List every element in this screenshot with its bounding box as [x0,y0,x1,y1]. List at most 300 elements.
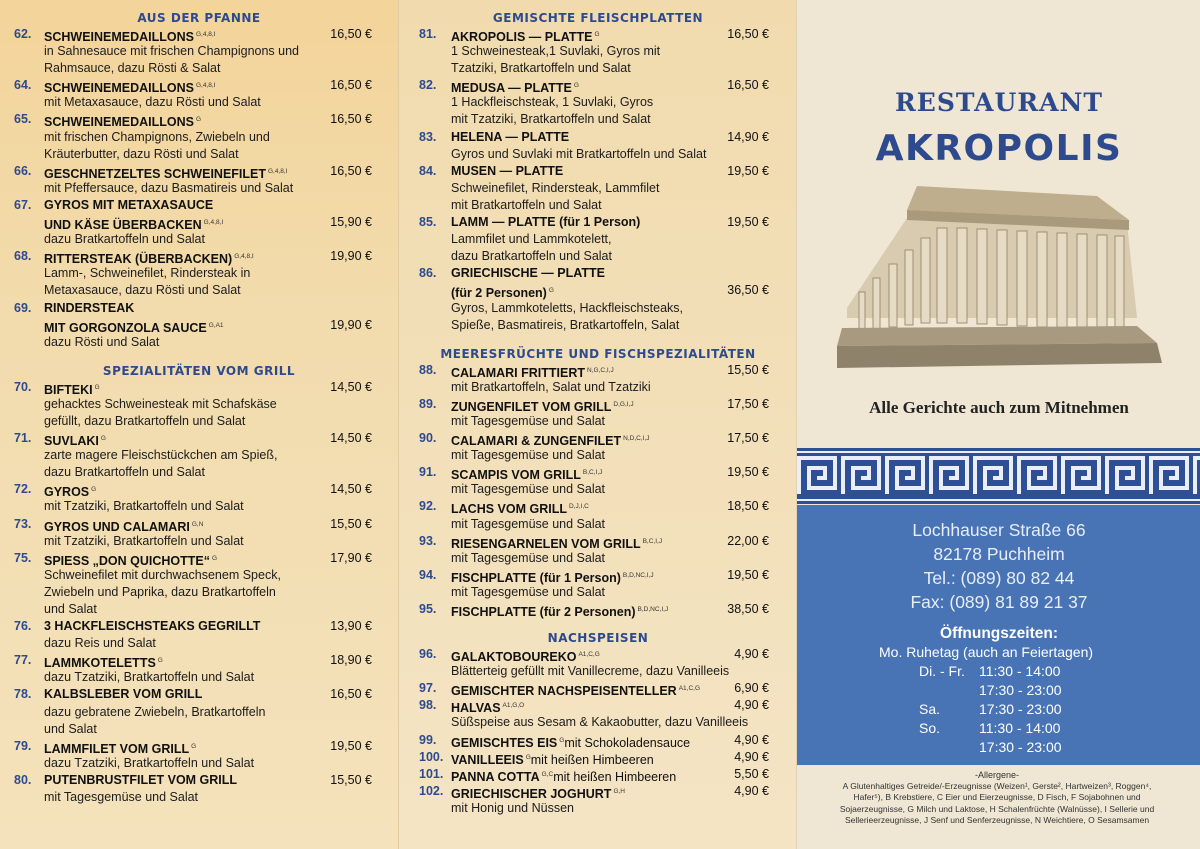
menu-item-line [0,146,398,163]
item-number: 102. [419,783,444,798]
item-number: 100. [419,749,444,764]
dish-price: 4,90 € [734,698,769,713]
dish-description: mit Tagesgemüse und Salat [451,516,606,531]
allergen-codes: B,C,I,J [642,537,663,545]
menu-item-line [399,680,797,697]
dish-price: 15,50 € [727,362,769,377]
menu-item-line [399,379,797,396]
allergen-codes: A1,C,G [578,651,600,659]
dish-price: 15,50 € [330,516,372,531]
dish-name-text: FISCHPLATTE (für 1 Person) [451,570,621,585]
item-number: 93. [419,533,437,548]
menu-item [0,77,398,111]
dish-price: 13,90 € [330,619,372,634]
allergen-codes: D,J,I,C [568,503,589,511]
dish-name [451,129,569,146]
menu-item-line [399,516,797,533]
menu-item [399,567,797,601]
allergen-codes: N,D,C,I,J [623,435,650,443]
menu-item-line [0,533,398,550]
dish-name-text: GALAKTOBOUREKO [451,650,577,665]
dish-name-text: LACHS VOM GRILL [451,502,567,517]
menu-item-line [399,697,797,714]
dish-name-text: RIESENGARNELEN VOM GRILL [451,536,641,551]
dish-description: mit Tagesgemüse und Salat [451,584,606,599]
opening-day: Di. - Fr. [919,663,965,679]
menu-item-line [399,567,797,584]
menu-item-line [0,584,398,601]
dish-name-text: SCAMPIS VOM GRILL [451,468,581,483]
item-number: 97. [419,681,437,696]
menu-item-line [0,197,398,214]
dish-name-text: PUTENBRUSTFILET VOM GRILL [44,772,238,787]
menu-item [0,197,398,248]
allergen-codes: B,D,NC,I,J [637,606,669,613]
dish-name-text: SCHWEINEMEDAILLONS [44,81,194,96]
allergen-codes: G [594,31,600,38]
item-number: 70. [14,379,32,394]
item-number: 78. [14,687,32,702]
dish-price: 16,50 € [330,687,372,702]
dish-name-text: ZUNGENFILET VOM GRILL [451,400,612,415]
dish-description: mit Tagesgemüse und Salat [451,482,606,497]
menu-item-line [399,430,797,447]
phone-number: Tel.: (089) 80 82 44 [923,568,1075,588]
menu-item-line [399,550,797,567]
dish-description: 1 Hackfleischsteak, 1 Suvlaki, Gyros [451,95,654,110]
menu-item [0,26,398,77]
dish-name-text: UND KÄSE ÜBERBACKEN [44,218,202,233]
dish-price: 14,50 € [330,431,372,446]
menu-item-line [0,618,398,635]
dish-price: 16,50 € [727,78,769,93]
menu-item [399,783,797,817]
item-number: 92. [419,499,437,514]
menu-item-line [399,180,797,197]
menu-item-line [399,265,797,282]
opening-day: So. [919,720,941,736]
item-number: 76. [14,619,32,634]
item-number: 67. [14,197,32,212]
parthenon-illustration [837,168,1167,378]
menu-item-line [0,300,398,317]
dish-description: Gyros und Suvlaki mit Bratkartoffeln und Salat [451,146,707,161]
dish-description: dazu Tzatziki, Bratkartoffeln und Salat [44,755,255,770]
allergen-codes: G,4,8,I [196,82,216,90]
dish-name-text: GESCHNETZELTES SCHWEINEFILET [44,166,266,181]
address-street: Lochhauser Straße 66 [912,520,1086,540]
dish-name [44,772,237,789]
menu-item-line [399,163,797,180]
menu-item-line [0,231,398,248]
item-number: 72. [14,482,32,497]
dish-name-text: GEMISCHTER NACHSPEISENTELLER [451,684,677,699]
dish-description: dazu Reis und Salat [44,636,156,651]
menu-item [0,163,398,197]
dish-name-text: FISCHPLATTE (für 2 Personen) [451,605,636,620]
dish-name-text: MIT GORGONZOLA SAUCE [44,320,207,335]
allergen-codes: G [196,116,202,124]
menu-item [0,430,398,481]
dish-name-text: MEDUSA — PLATTE [451,81,572,96]
allergen-codes: G [573,82,579,90]
dish-price: 6,90 € [734,681,769,696]
dish-description: Blätterteig gefüllt mit Vanillecreme, dazu Vanilleeis [451,664,730,679]
section-gap [0,351,398,363]
dish-description: Lammfilet und Lammkotelett, [451,232,612,247]
dish-name [451,265,605,282]
dish-name-text: GYROS [44,485,90,500]
menu-item [399,646,797,680]
dish-price: 38,50 € [727,602,769,616]
menu-item [0,379,398,430]
menu-item [0,300,398,351]
allergen-codes: G [191,742,197,750]
dish-name-text: (für 2 Personen) [451,286,547,301]
dish-description: Schweinefilet, Rindersteak, Lammfilet [451,180,660,195]
dish-name-text: RITTERSTEAK (ÜBERBACKEN) [44,252,233,267]
menu-item-line [0,43,398,60]
menu-item-line [0,516,398,533]
menu-item [399,498,797,532]
dish-description: mit frischen Champignons, Zwiebeln und [44,129,270,144]
menu-item [399,77,797,128]
menu-item-line [0,282,398,299]
menu-item [0,738,398,772]
dish-name-text: HELENA — PLATTE [451,129,570,144]
item-number: 65. [14,112,32,127]
menu-item-line [0,635,398,652]
dish-description: mit Metaxasauce, dazu Rösti und Salat [44,95,261,110]
menu-item [399,533,797,567]
menu-item [399,362,797,396]
dish-price: 17,90 € [330,550,372,565]
menu-item-line [0,111,398,128]
allergen-codes: G [157,657,163,665]
dish-description: gehacktes Schweinesteak mit Schafskäse [44,396,277,411]
menu-item-line [0,248,398,265]
menu-item [399,396,797,430]
dish-description: Tzatziki, Bratkartoffeln und Salat [451,61,631,76]
item-number: 85. [419,215,437,230]
dish-price: 19,90 € [330,317,372,332]
menu-item [399,697,797,731]
menu-item [0,618,398,652]
dish-price: 16,50 € [727,27,769,41]
menu-item-line [399,214,797,231]
menu-item-line [0,447,398,464]
dish-description: Kräuterbutter, dazu Rösti und Salat [44,146,239,161]
item-number: 84. [419,163,437,178]
menu-item-line [399,447,797,464]
allergen-codes: B,D,NC,I,J [622,571,654,579]
allergen-codes: G [559,736,565,744]
menu-item-line [0,317,398,334]
menu-item-line [0,265,398,282]
dish-price: 4,90 € [734,749,769,764]
dish-description: mit Tzatziki, Bratkartoffeln und Salat [44,533,244,548]
dish-price: 14,50 € [330,379,372,394]
dish-name-text: PANNA COTTA [451,769,540,784]
allergen-title: -Allergene- [974,770,1020,780]
dish-name [451,601,668,621]
allergen-codes: G [212,554,218,562]
dish-price: 19,50 € [727,567,769,582]
allergen-codes: G,N [191,520,204,528]
menu-item-line [399,146,797,163]
menu-item-line [0,481,398,498]
item-number: 66. [14,163,32,178]
menu-item-line [0,60,398,77]
menu-item [399,163,797,214]
dish-description: mit Bratkartoffeln und Salat [451,197,602,212]
dish-price: 17,50 € [727,431,769,446]
menu-item-line [399,300,797,317]
menu-item-line [399,646,797,663]
dish-description: Zwiebeln und Paprika, dazu Bratkartoffeln [44,584,276,599]
restaurant-label: RESTAURANT [895,88,1103,117]
item-number: 88. [419,362,437,377]
menu-item-line [399,77,797,94]
menu-item [0,550,398,618]
dish-name-text: BIFTEKI [44,382,93,397]
dish-price: 4,90 € [734,783,769,798]
dish-price: 4,90 € [734,647,769,662]
opening-time: 11:30 - 14:00 [979,720,1061,736]
menu-item-line [399,43,797,60]
menu-item-line [399,94,797,111]
menu-item-line [399,783,797,800]
opening-time: 17:30 - 23:00 [979,701,1062,717]
opening-time: 17:30 - 23:00 [979,739,1062,755]
menu-item-line [0,77,398,94]
menu-panel-middle [398,0,797,849]
allergen-codes: G [91,486,97,494]
dish-price: 19,50 € [727,163,769,178]
menu-item-line [0,26,398,43]
menu-item-line [399,766,797,783]
opening-hours-title: Öffnungszeiten: [940,625,1058,642]
dish-price: 36,50 € [727,283,769,298]
dish-name-text: LAMM — PLATTE (für 1 Person) [451,215,641,230]
allergen-codes: D,G,I,J [613,400,634,408]
dish-name [451,163,563,180]
allergen-codes: G,4,8,I [268,167,288,175]
dish-name-text: HALVAS [451,701,501,716]
menu-item [0,772,398,806]
menu-item [399,732,797,749]
dish-description: mit Tzatziki, Bratkartoffeln und Salat [451,112,651,127]
menu-item-line [399,111,797,128]
allergen-codes: G [94,383,100,391]
dish-description: 1 Schweinesteak,1 Suvlaki, Gyros mit [451,44,661,59]
menu-panel-left [0,0,398,849]
opening-day: Sa. [919,701,941,717]
dish-description: und Salat [44,721,97,736]
menu-item-line [0,755,398,772]
menu-item [399,601,797,618]
item-number: 71. [14,431,32,446]
menu-item [399,129,797,163]
menu-item-line [399,732,797,749]
menu-item-line [0,379,398,396]
menu-item-line [399,197,797,214]
dish-name-text: GYROS UND CALAMARI [44,519,190,534]
menu-column-2 [399,10,797,817]
menu-item-line [399,584,797,601]
menu-item-line [399,663,797,680]
greek-key-border [797,448,1200,504]
dish-name-text: LAMMFILET VOM GRILL [44,741,190,756]
dish-description: zarte magere Fleischstückchen am Spieß, [44,448,278,463]
dish-name-text: GRIECHISCHER JOGHURT [451,787,612,801]
section-heading: NACHSPEISEN [547,631,649,646]
takeaway-note: Alle Gerichte auch zum Mitnehmen [869,398,1129,417]
dish-description: Lamm-, Schweinefilet, Rindersteak in [44,266,251,281]
dish-name-text: AKROPOLIS — PLATTE [451,30,593,45]
allergen-codes: G,4,8,I [234,253,254,261]
dish-description: dazu Bratkartoffeln und Salat [44,232,205,247]
menu-item-line [0,180,398,197]
item-number: 101. [419,766,444,781]
dish-description: mit Honig und Nüssen [451,800,574,815]
dish-name-text: CALAMARI & ZUNGENFILET [451,434,622,449]
item-number: 77. [14,653,32,668]
dish-description: Schweinefilet mit durchwachsenem Speck, [44,567,281,582]
menu-item-line [0,464,398,481]
dish-description: mit Pfeffersauce, dazu Basmatireis und Salat [44,180,294,195]
menu-item-line [399,282,797,299]
menu-item-line [399,231,797,248]
item-number: 89. [419,396,437,411]
dish-name-text: GRIECHISCHE — PLATTE [451,266,605,281]
dish-name-text: SUVLAKI [44,434,99,449]
section-heading: AUS DER PFANNE [137,11,261,25]
menu-item-line [0,669,398,686]
item-number: 91. [419,465,437,480]
item-number: 64. [14,78,32,93]
allergen-codes: G,4,8,I [196,31,216,38]
menu-item-line [0,163,398,180]
menu-item-line [399,317,797,334]
allergen-codes: N,G,C,I,J [587,366,614,374]
menu-item-line [0,567,398,584]
menu-item-line [0,704,398,721]
dish-price: 19,50 € [727,215,769,230]
dish-name-text: GEMISCHTES EIS [451,735,558,750]
allergen-codes: A1,G,O [502,702,525,710]
dish-price: 16,50 € [330,27,372,41]
dish-name [44,686,202,703]
dish-extra: mit Schokoladensauce [564,735,691,750]
menu-item-line [399,396,797,413]
menu-item [399,430,797,464]
menu-item-line [399,26,797,43]
menu-item-line [0,550,398,567]
item-number: 86. [419,266,437,281]
menu-item [399,749,797,766]
dish-name-text: 3 HACKFLEISCHSTEAKS GEGRILLT [44,619,261,634]
dish-price: 4,90 € [734,732,769,747]
dish-description: Metaxasauce, dazu Rösti und Salat [44,283,241,298]
menu-item-line [0,396,398,413]
menu-item-line [399,464,797,481]
menu-item-line [399,714,797,731]
dish-price: 14,50 € [330,482,372,497]
item-number: 96. [419,647,437,662]
menu-item-line [0,652,398,669]
rest-day: Mo. Ruhetag (auch an Feiertagen) [879,644,1094,660]
item-number: 99. [419,732,437,747]
item-number: 90. [419,431,437,446]
section-heading: GEMISCHTE FLEISCHPLATTEN [492,11,704,25]
item-number: 83. [419,129,437,144]
dish-price: 19,90 € [330,249,372,264]
dish-description: dazu gebratene Zwiebeln, Bratkartoffeln [44,704,266,719]
dish-description: und Salat [44,602,97,616]
menu-item-line [0,94,398,111]
dish-description: dazu Rösti und Salat [44,334,160,349]
opening-time: 17:30 - 23:00 [979,682,1062,698]
dish-name-text: VANILLEEIS [451,752,524,767]
dish-price: 22,00 € [727,533,769,548]
allergen-codes: G,A1 [208,321,224,329]
dish-name [44,300,134,317]
allergen-codes: B,C,I,J [582,469,603,477]
menu-item-line [399,498,797,515]
dish-name-text: CALAMARI FRITTIERT [451,365,586,380]
dish-extra: mit heißen Himbeeren [530,752,654,767]
dish-name [44,618,260,635]
dish-name [44,197,213,214]
item-number: 94. [419,567,437,582]
dish-description: mit Bratkartoffeln, Salat und Tzatziki [451,379,651,394]
section-heading: SPEZIALITÄTEN VOM GRILL [102,363,296,378]
allergen-legend [827,770,1167,826]
menu-item-line [0,430,398,447]
address-city: 82178 Puchheim [933,544,1065,564]
dish-name [451,214,640,231]
menu-item-line [399,481,797,498]
allergen-codes: G,H [613,787,625,795]
menu-item-line [399,413,797,430]
dish-description: dazu Bratkartoffeln und Salat [44,465,205,480]
dish-price: 18,90 € [330,653,372,668]
menu-item-line [0,772,398,789]
allergen-codes: G [525,753,531,761]
menu-item [0,111,398,162]
item-number: 75. [14,550,32,565]
dish-description: Spieße, Basmatireis, Bratkartoffeln, Salat [451,317,680,332]
menu-item [399,680,797,697]
dish-name-text: RINDERSTEAK [44,300,135,315]
menu-item-line [399,749,797,766]
dish-description: mit Tagesgemüse und Salat [451,448,606,463]
menu-item-line [0,498,398,515]
dish-price: 17,50 € [727,396,769,411]
menu-item [0,481,398,515]
menu-item [0,516,398,550]
dish-name-text: SPIESS „DON QUICHOTTE“ [44,553,210,568]
dish-price: 18,50 € [727,499,769,514]
cover-panel [796,0,1200,849]
dish-price: 16,50 € [330,112,372,127]
menu-item-line [0,413,398,430]
opening-time: 11:30 - 14:00 [979,663,1061,679]
allergen-codes: G,C [541,770,554,778]
dish-name-text: GYROS MIT METAXASAUCE [44,197,214,212]
dish-description: mit Tagesgemüse und Salat [451,413,606,428]
